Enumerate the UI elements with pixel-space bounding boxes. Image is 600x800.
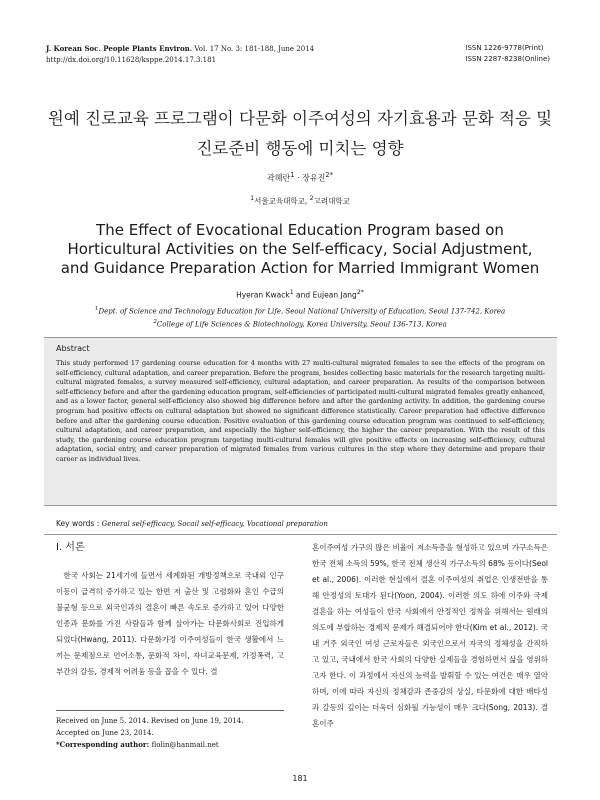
korean-affil2-sup: 2 — [309, 195, 314, 202]
page-number: 181 — [292, 774, 308, 783]
english-author2-sup: 2* — [356, 289, 364, 296]
journal-name: J. Korean Soc. People Plants Environ. — [46, 44, 193, 53]
abstract-heading: Abstract — [56, 344, 90, 353]
footnote-divider — [56, 710, 284, 711]
korean-title — [40, 104, 560, 164]
doi-link[interactable]: http://dx.doi.org/10.11628/ksppe.2014.17.3.181 — [46, 56, 217, 64]
korean-authors — [0, 171, 600, 184]
corresponding-email[interactable]: flolin@hanmail.net — [151, 741, 219, 749]
issn-print: ISSN 1226-9778(Print) — [465, 44, 544, 52]
received-note: Received on June 5, 2014. Revised on June 19, 2014. — [56, 717, 244, 725]
english-affil2: College of Life Sciences & Biotechnology, Korea University, Seoul 136-713, Korea — [156, 320, 447, 329]
accepted-note: Accepted on June 23, 2014. — [56, 729, 154, 737]
korean-author1-sup: 1 — [290, 171, 295, 179]
section-title: Ⅰ. 서론 — [56, 542, 85, 553]
korean-author2: 장유진 — [302, 173, 326, 183]
english-affil1-sup: 1 — [94, 306, 99, 312]
keywords — [56, 519, 328, 528]
right-paragraph: 혼이주여성 가구의 많은 비율이 저소득층을 형성하고 있으며 가구소득은 한국 전체 소득의 59%, 한국 전체 생산직 가구소득의 68% 등이다(Seol et al., 2006). 이러한 현실에서 결혼 이주여성의 취업은 인생전반을 통해 안정성의 토대가 된다(Yoon, 2004). 이러한 의도 하에 이주와 국제 결혼을 하는 여성들이 한국 사회에서 안정적인 정착을 위해서는 원래의 의도에 부합하는 경제적 문제가 해결되어야 한다(Kim et al., 2012). 국내 거주 외국인 여성 근로자들은 외국인으로서 자국의 정체성을 간직하고 있고, 국내에서 한국 사회의 다양한 실제들을 경험하면서 삶을 영위하고자 한다. 이 과정에서 자신의 능력을 발휘할 수 있는 여건은 매우 열악하며, 이에 따라 자신의 정체감과 존중감의 상실, 타문화에 대한 배타성과 갈등의 깊이는 더욱더 심화될 가능성이 매우 크다(Song, 2013). 결혼이주 — [312, 543, 548, 728]
english-affil1: Dept. of Science and Technology Education for Life, Seoul National University of Education, Seoul 137-742, Korea — [98, 307, 506, 316]
korean-affil1: 서울교육대학교, — [254, 196, 310, 206]
keywords-value: General self-efficacy, Socail self-efficacy, Vocational preparation — [101, 520, 328, 528]
keywords-divider — [44, 534, 557, 535]
issn-online: ISSN 2287-8238(Online) — [465, 55, 550, 63]
body-left-column — [56, 540, 284, 680]
abstract-text: This study performed 17 gardening course education for 4 months with 27 multi-cultural migrated females to see the effects of the program on self-efficiency, cultural adaptation, and career preparation. Before the program, besides collecting basic materials for the research targeting multi-cultural migrated females, a survey measured self-efficiency, cultural adaptation, and career preparation. As results of the comparison between self-efficiency before and after the gardening education program, self-efficiencies of participated multi-cultural migrated females greatly enhanced, and as a lower factor, general self-efficiency also showed big difference before and after the gardening activity. In addition, the gardening course program had positive effects on cultural adaptation but showed no significant difference statistically. Career preparation had effective difference before and after the gardening course education. Positive evaluation of this gardening course education program was continued to self-efficiency, cultural adaptation, and career preparation, and especially the higher self-efficiency, the higher the career preparation. With the result of this study, the gardening course education program targeting multi-cultural females will give positive effects on increasing self-efficiency, cultural adaptation, social entry, and career preparation of migrated females from various cultures in the step where they determine and prepare their career as individual lives. — [56, 359, 545, 463]
korean-affil1-sup: 1 — [250, 195, 255, 202]
abstract-box — [44, 337, 557, 506]
english-affil2-sup: 2 — [153, 319, 157, 326]
korean-affiliations — [0, 195, 600, 207]
english-title-line3: and Guidance Preparation Action for Married Immigrant Women — [60, 259, 540, 277]
english-author1-sup: 1 — [289, 289, 294, 296]
english-title-line2: Horticultural Activities on the Self-efficacy, Social Adjustment, — [67, 240, 533, 258]
author-and: and — [293, 290, 313, 300]
korean-author2-sup: 2* — [325, 171, 333, 179]
korean-title-line2: 진로준비 행동에 미치는 영향 — [196, 139, 404, 158]
issn-block — [465, 43, 550, 65]
english-affiliations — [0, 304, 600, 331]
english-authors — [0, 289, 600, 300]
english-title — [40, 221, 560, 278]
korean-author1: 곽혜란 — [267, 173, 291, 183]
journal-header — [46, 43, 314, 66]
english-author1: Hyeran Kwack — [236, 290, 290, 300]
english-title-line1: The Effect of Evocational Education Program based on — [96, 221, 504, 239]
journal-issue: Vol. 17 No. 3: 181-188, June 2014 — [192, 45, 315, 53]
korean-affil2: 고려대학교 — [313, 196, 350, 206]
korean-title-line1: 원예 진로교육 프로그램이 다문화 이주여성의 자기효용과 문화 적응 및 — [47, 109, 553, 128]
corresponding-label: *Corresponding author: — [56, 740, 152, 749]
footnotes — [56, 715, 243, 751]
author-separator: · — [294, 173, 303, 183]
body-right-column — [312, 540, 548, 732]
left-paragraph: 한국 사회는 21세기에 들면서 세계화된 개방정책으로 국내외 인구 이동이 급격히 증가하고 있는 한편 저 출산 및 고령화와 혼인 수급의 불균형 등으로 외국인과의 결혼이 빠른 속도로 증가하고 있어 다양한 인종과 문화를 가진 사람들과 함께 살아가는 다문화사회로 진입하게 되었다(Hwang, 2011). 다문화가정 이주여성들이 한국 생활에서 느끼는 문제점으로 언어소통, 문화적 차이, 자녀교육문제, 가정폭력, 고부간의 갈등, 경제적 어려움 등을 꼽을 수 있다. 결 — [56, 571, 284, 676]
keywords-label: Key words : — [56, 519, 102, 528]
english-author2: Eujean Jang — [312, 290, 357, 300]
